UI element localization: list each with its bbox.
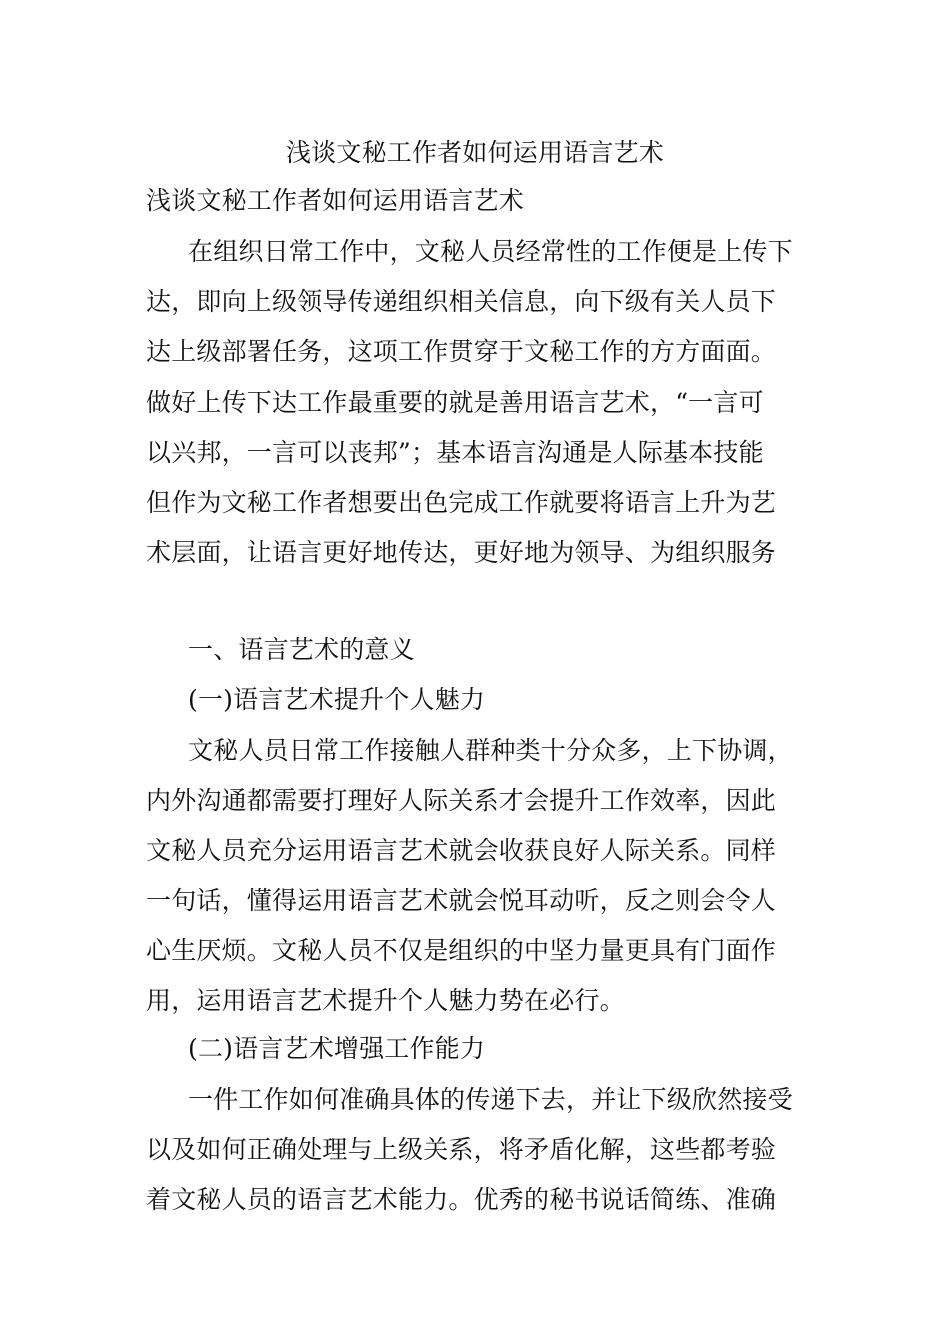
section-heading: 一、语言艺术的意义 bbox=[188, 635, 415, 664]
paragraph-line: 一句话，懂得运用语言艺术就会悦耳动听，反之则会令人 bbox=[146, 886, 777, 915]
paragraph-line: 用，运用语言艺术提升个人魅力势在必行。 bbox=[146, 986, 625, 1015]
paragraph-line: 术层面，让语言更好地传达，更好地为领导、为组织服务 bbox=[146, 538, 777, 567]
paragraph-line: 在组织日常工作中，文秘人员经常性的工作便是上传下 bbox=[188, 237, 793, 266]
paragraph-line: 内外沟通都需要打理好人际关系才会提升工作效率，因此 bbox=[146, 786, 777, 815]
paragraph-line: 达上级部署任务，这项工作贯穿于文秘工作的方方面面。 bbox=[146, 337, 777, 366]
paragraph-line: 以及如何正确处理与上级关系，将矛盾化解，这些都考验 bbox=[146, 1135, 777, 1164]
paragraph-line: 达，即向上级领导传递组织相关信息，向下级有关人员下 bbox=[146, 287, 777, 316]
subsection-heading: (一)语言艺术提升个人魅力 bbox=[188, 685, 486, 714]
document-title: 浅谈文秘工作者如何运用语言艺术 bbox=[285, 138, 664, 167]
paragraph-line: 做好上传下达工作最重要的就是善用语言艺术，“一言可 bbox=[146, 388, 764, 417]
subsection-heading: (二)语言艺术增强工作能力 bbox=[188, 1034, 486, 1063]
paragraph-line: 着文秘人员的语言艺术能力。优秀的秘书说话简练、准确 bbox=[146, 1185, 777, 1214]
document-subtitle: 浅谈文秘工作者如何运用语言艺术 bbox=[146, 186, 525, 215]
paragraph-line: 一件工作如何准确具体的传递下去，并让下级欣然接受 bbox=[188, 1085, 793, 1114]
paragraph-line: 心生厌烦。文秘人员不仅是组织的中坚力量更具有门面作 bbox=[146, 936, 777, 965]
paragraph-line: 文秘人员日常工作接触人群种类十分众多，上下协调， bbox=[188, 736, 793, 765]
paragraph-line: 以兴邦，一言可以丧邦”；基本语言沟通是人际基本技能 bbox=[146, 438, 764, 467]
paragraph-line: 但作为文秘工作者想要出色完成工作就要将语言上升为艺 bbox=[146, 488, 777, 517]
paragraph-line: 文秘人员充分运用语言艺术就会收获良好人际关系。同样 bbox=[146, 836, 777, 865]
